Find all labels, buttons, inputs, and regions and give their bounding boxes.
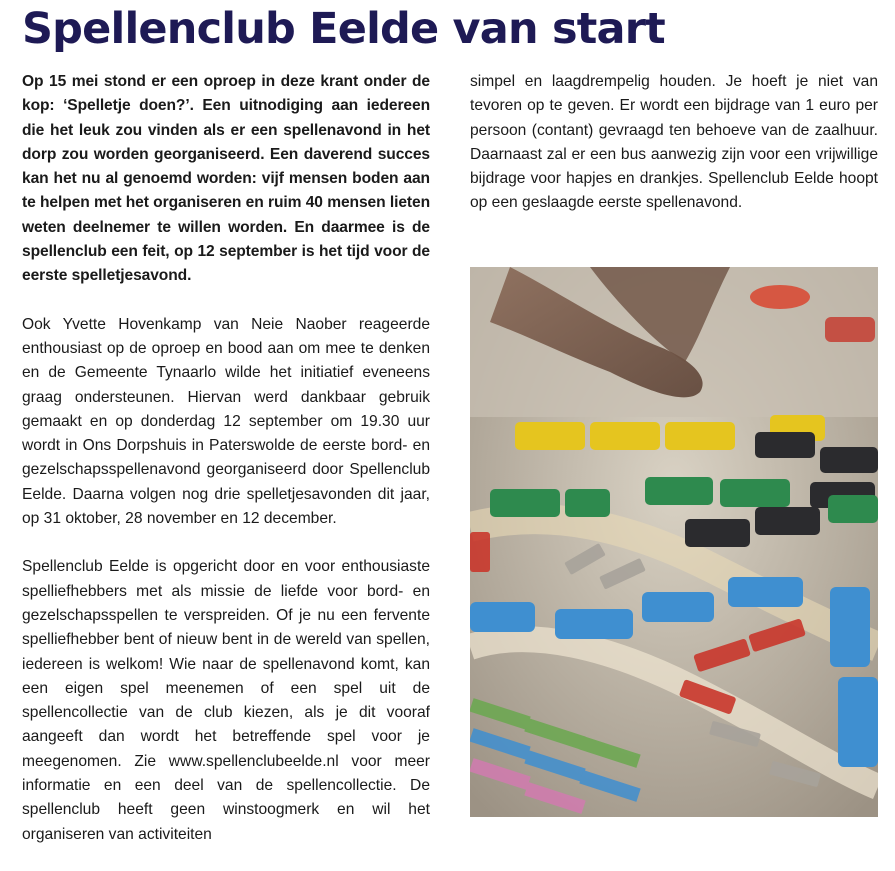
body-paragraph: simpel en laagdrempelig houden. Je hoeft je niet van tevoren op te geven. Er wordt een bijdrage van 1 euro per persoon (contant) gevraagd ten behoeve van de zaalhuur. Daarnaast zal er een bus aanwezig zijn voor een vrijwillige bijdrage voor hapjes en drankjes. Spellenclub Eelde hoopt op een geslaagde eerste spellenavond. (470, 73, 878, 212)
board-game-photo (470, 267, 878, 817)
article-title: Spellenclub Eelde van start (22, 4, 665, 54)
right-column (470, 70, 878, 216)
body-paragraph: Ook Yvette Hovenkamp van Neie Naober reageerde enthousiast op de oproep en bood aan om mee te denken en de Gemeente Tynaarlo wilde het initiatief eveneens graag ondersteunen. Hiervan werd dankbaar gebruik gemaakt en op donderdag 12 september om 19.30 uur wordt in Ons Dorpshuis in Paterswolde de eerste bord- en gezelschapsspellenavond georganiseerd door Spellenclub Eelde. Daarna volgen nog drie spelletjesavonden dit jaar, op 31 oktober, 28 november en 12 december. (22, 315, 430, 528)
body-paragraph: Spellenclub Eelde is opgericht door en voor enthousiaste spelliefhebbers met als missie de liefde voor bord- en gezelschapsspellen te verspreiden. Of je nu een fervente spelliefhebber bent of nieuw bent in de wereld van spellen, iedereen is welkom! Wie naar de spellenavond komt, kan een eigen spel meenemen of een spel uit de spellencollectie van de club kiezen, als je dit vooraf aangeeft dan wordt het betreffende spel voor je meegenomen. Zie www.spellenclubeelde.nl voor meer informatie en een deel van de spellencollectie. De spellenclub heeft geen winstoogmerk en wil het organiseren van activiteiten (22, 558, 430, 843)
board-game-illustration (470, 267, 878, 817)
left-column (22, 70, 430, 871)
lead-paragraph: Op 15 mei stond er een oproep in deze krant onder de kop: ‘Spelletje doen?’. Een uitnodiging aan iedereen die het leuk zou vinden als er een spellenavond in het dorp zou worden georganiseerd. Een daverend succes kan het nu al genoemd worden: vijf mensen boden aan te helpen met het organiseren en ruim 40 mensen lieten weten deelnemer te willen worden. En daarmee is de spellenclub een feit, op 12 september is het tijd voor de eerste spelletjesavond. (22, 73, 430, 285)
